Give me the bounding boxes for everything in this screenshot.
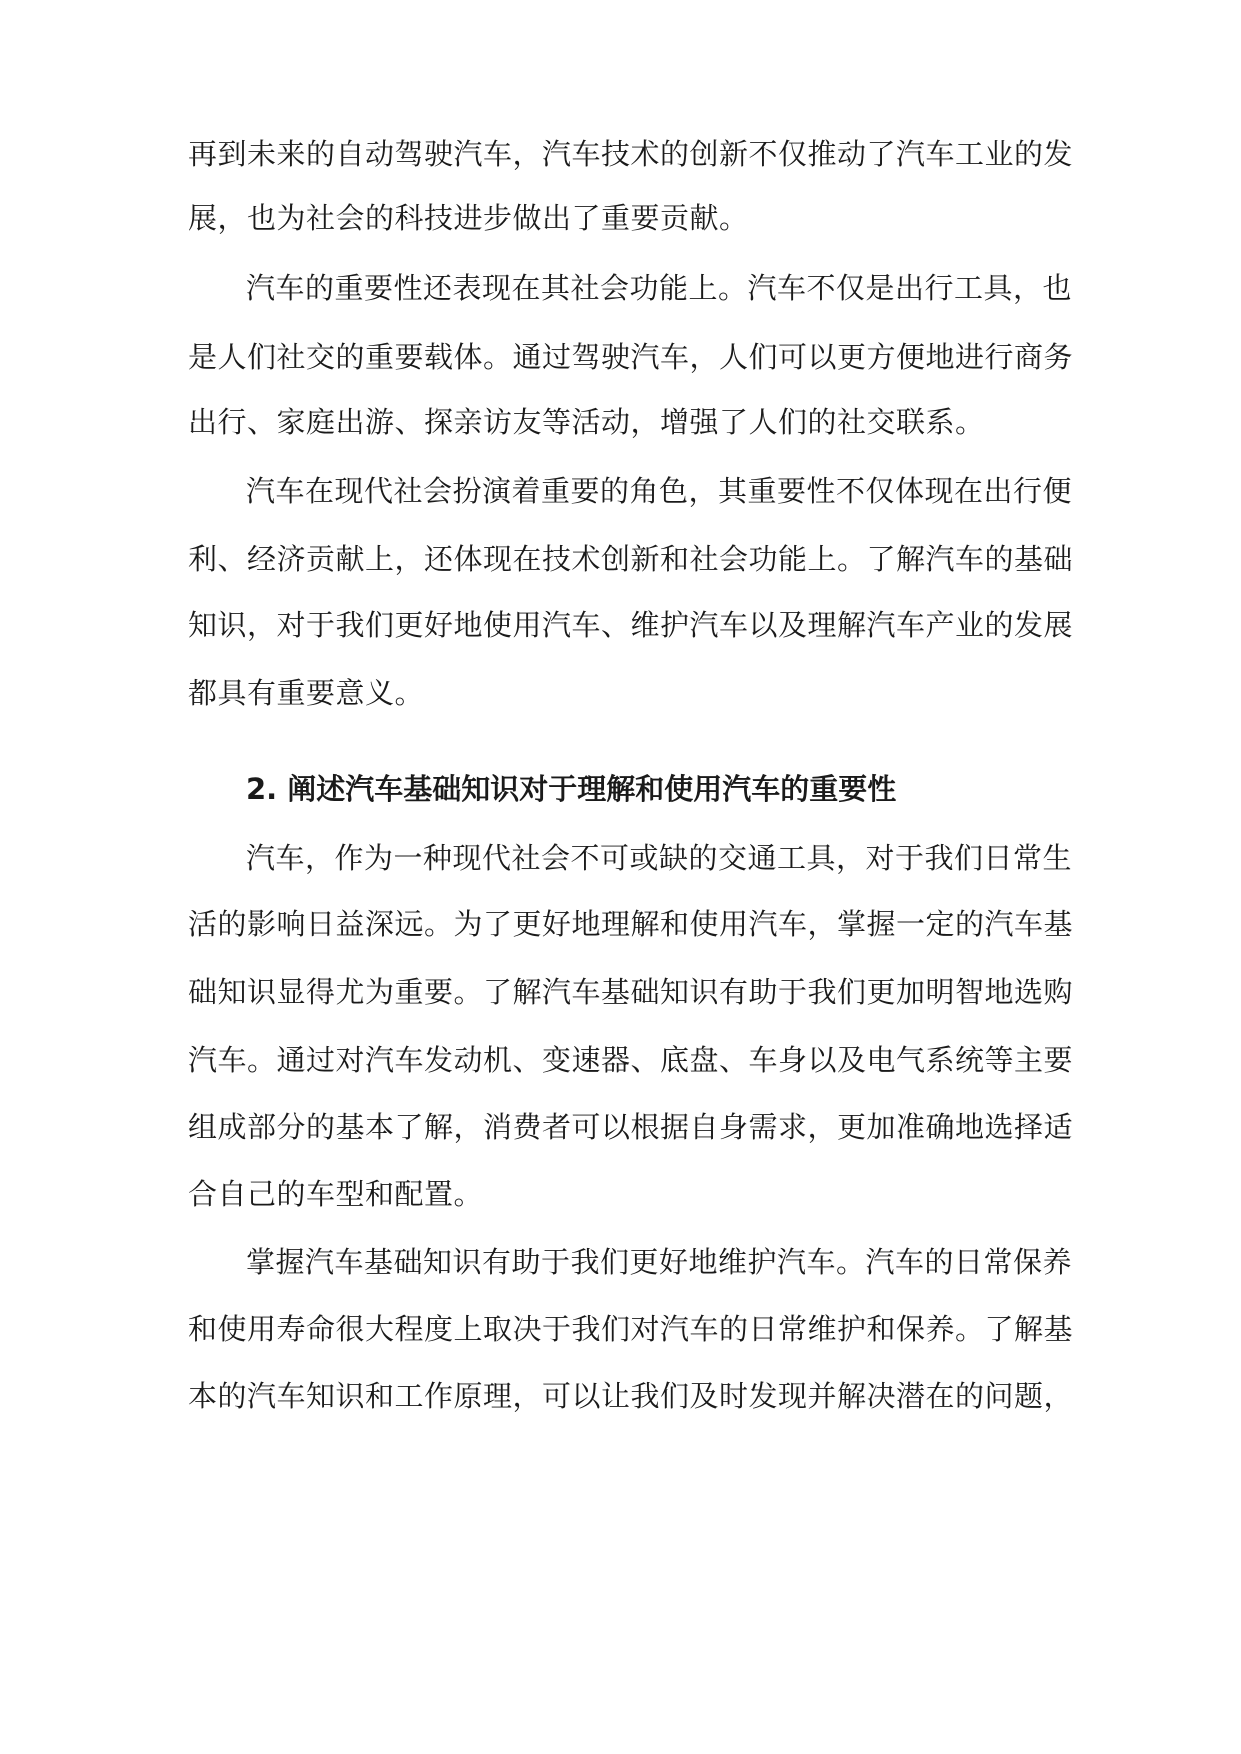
paragraph-line: 汽车的重要性还表现在其社会功能上。汽车不仅是出行工具，也 (246, 271, 1073, 305)
paragraph-line: 汽车，作为一种现代社会不可或缺的交通工具，对于我们日常生 (246, 841, 1073, 875)
paragraph-line: 汽车。通过对汽车发动机、变速器、底盘、车身以及电气系统等主要 (188, 1043, 1074, 1077)
paragraph-line: 再到未来的自动驾驶汽车，汽车技术的创新不仅推动了汽车工业的发 (188, 137, 1074, 171)
paragraph-line: 合自己的车型和配置。 (188, 1177, 484, 1211)
paragraph-line: 组成部分的基本了解，消费者可以根据自身需求，更加准确地选择适 (188, 1110, 1074, 1144)
paragraph-line: 是人们社交的重要载体。通过驾驶汽车，人们可以更方便地进行商务 (188, 340, 1074, 374)
section-heading: 2. 阐述汽车基础知识对于理解和使用汽车的重要性 (246, 772, 897, 806)
paragraph-line: 掌握汽车基础知识有助于我们更好地维护汽车。汽车的日常保养 (246, 1245, 1073, 1279)
paragraph-line: 活的影响日益深远。为了更好地理解和使用汽车，掌握一定的汽车基 (188, 907, 1074, 941)
paragraph-line: 展，也为社会的科技进步做出了重要贡献。 (188, 201, 749, 235)
paragraph-line: 出行、家庭出游、探亲访友等活动，增强了人们的社交联系。 (188, 405, 985, 439)
paragraph-line: 都具有重要意义。 (188, 676, 425, 710)
paragraph-line: 汽车在现代社会扮演着重要的角色，其重要性不仅体现在出行便 (246, 474, 1073, 508)
paragraph-line: 知识，对于我们更好地使用汽车、维护汽车以及理解汽车产业的发展 (188, 608, 1074, 642)
paragraph-line: 和使用寿命很大程度上取决于我们对汽车的日常维护和保养。了解基 (188, 1312, 1074, 1346)
paragraph-line: 础知识显得尤为重要。了解汽车基础知识有助于我们更加明智地选购 (188, 975, 1074, 1009)
paragraph-line: 利、经济贡献上，还体现在技术创新和社会功能上。了解汽车的基础 (188, 542, 1074, 576)
paragraph-line: 本的汽车知识和工作原理，可以让我们及时发现并解决潜在的问题， (188, 1379, 1074, 1413)
